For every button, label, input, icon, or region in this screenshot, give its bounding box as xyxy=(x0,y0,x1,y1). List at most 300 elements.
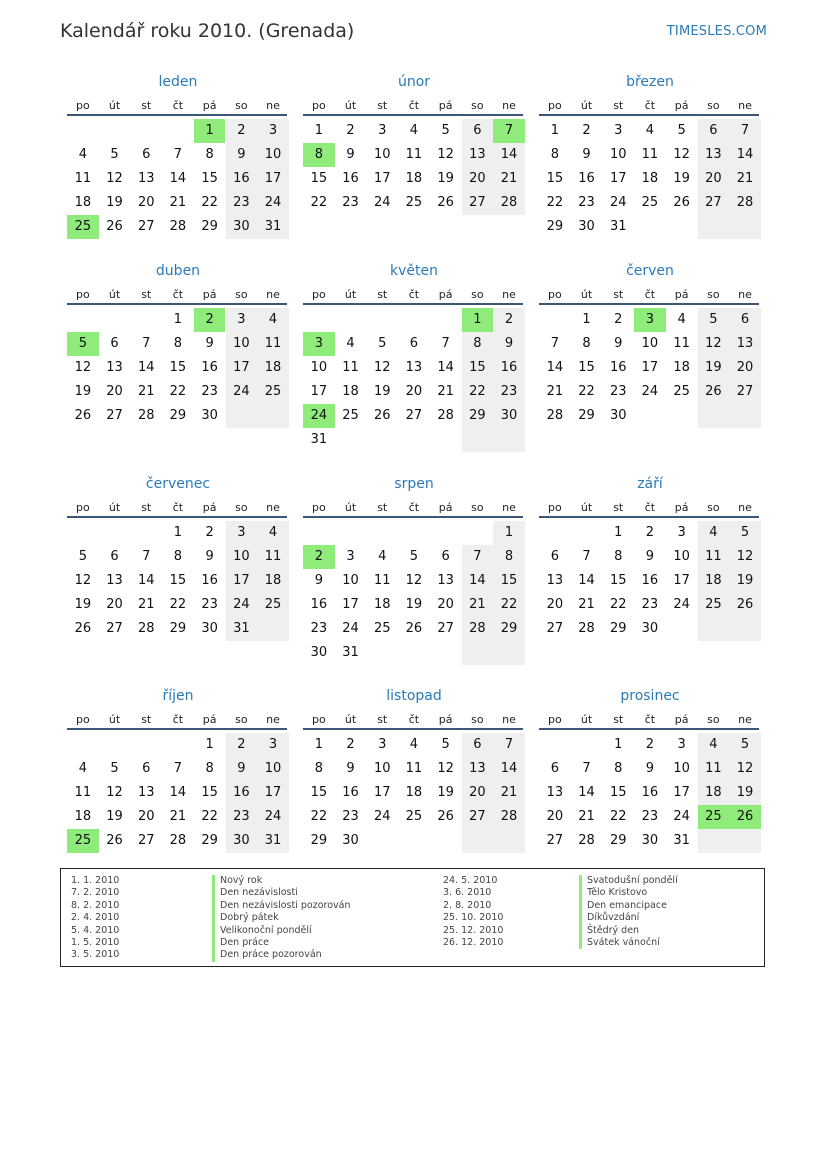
weekday-label: st xyxy=(141,713,152,726)
weekday-label: st xyxy=(141,501,152,514)
day-cell: 4 xyxy=(677,312,686,327)
day-cell: 22 xyxy=(546,195,564,210)
day-cell: 19 xyxy=(373,384,391,399)
day-cell: 5 xyxy=(698,308,730,332)
day-cell: 23 xyxy=(201,384,218,399)
day-cell: 22 xyxy=(609,597,627,612)
day-cell: 17 xyxy=(257,781,289,805)
day-cell: 22 xyxy=(578,384,595,399)
holiday-date: 24. 5. 2010 xyxy=(443,875,498,886)
day-cell: 21 xyxy=(437,384,454,399)
day-cell: 25 xyxy=(257,380,289,404)
weekday-label: pá xyxy=(438,288,453,301)
legend-names-left xyxy=(212,875,351,962)
weekday-label: pá xyxy=(438,99,453,112)
day-cell: 15 xyxy=(201,785,218,800)
weekday-label: so xyxy=(707,501,720,514)
day-cell: 17 xyxy=(609,171,627,186)
day-cell-holiday: 24 xyxy=(303,404,335,428)
day-cell: 26 xyxy=(74,621,92,636)
holiday-name: Den práce xyxy=(212,937,351,949)
weekday-label: út xyxy=(108,501,121,514)
day-cell: 16 xyxy=(641,573,659,588)
day-cell: 12 xyxy=(437,761,454,776)
day-cell: 30 xyxy=(578,219,595,234)
holiday-date: 3. 6. 2010 xyxy=(443,887,492,899)
day-cell: 19 xyxy=(437,171,454,186)
day-cell: 26 xyxy=(106,833,123,848)
day-cell: 28 xyxy=(137,621,155,636)
day-cell: 18 xyxy=(373,597,391,612)
day-cell: 31 xyxy=(257,829,289,853)
day-cell: 15 xyxy=(169,573,187,588)
day-cell: 21 xyxy=(493,167,525,191)
month-name: červen xyxy=(626,263,674,279)
holiday-name: Štědrý den xyxy=(579,925,678,937)
day-cell: 24 xyxy=(641,384,659,399)
day-cell: 24 xyxy=(673,597,690,612)
day-cell: 17 xyxy=(673,573,690,588)
site-name[interactable]: TIMESLES.COM xyxy=(666,24,767,39)
weekend-blank xyxy=(698,404,730,428)
day-cell: 16 xyxy=(201,573,218,588)
day-cell: 6 xyxy=(462,733,494,757)
weekday-label: st xyxy=(377,713,388,726)
holiday-name: Den práce pozorován xyxy=(212,949,351,961)
day-cell: 20 xyxy=(462,781,494,805)
day-cell: 24 xyxy=(673,809,690,824)
day-cell: 8 xyxy=(205,761,214,776)
day-cell: 21 xyxy=(462,593,494,617)
weekend-blank xyxy=(462,829,494,853)
day-cell: 10 xyxy=(673,549,690,564)
day-cell: 28 xyxy=(462,617,494,641)
day-cell: 20 xyxy=(405,384,423,399)
day-cell: 11 xyxy=(405,147,423,162)
day-cell: 28 xyxy=(169,219,187,234)
day-cell: 17 xyxy=(342,597,359,612)
holiday-name: Velikonoční pondělí xyxy=(212,925,351,937)
day-cell: 10 xyxy=(373,761,391,776)
day-cell: 12 xyxy=(729,545,761,569)
day-cell: 1 xyxy=(614,525,623,540)
day-cell: 3 xyxy=(614,123,623,138)
day-cell: 9 xyxy=(493,332,525,356)
holiday-date: 8. 2. 2010 xyxy=(71,899,120,911)
day-cell: 26 xyxy=(106,219,123,234)
weekday-label: po xyxy=(75,288,90,301)
weekday-label: so xyxy=(235,99,248,112)
day-cell: 2 xyxy=(226,733,258,757)
day-cell: 17 xyxy=(226,356,258,380)
weekday-label: st xyxy=(377,288,388,301)
day-cell: 5 xyxy=(78,549,87,564)
day-cell: 13 xyxy=(137,785,155,800)
weekday-label: so xyxy=(707,713,720,726)
day-cell-holiday: 25 xyxy=(67,829,99,853)
day-cell-holiday: 25 xyxy=(67,215,99,239)
day-cell: 14 xyxy=(729,143,761,167)
day-cell: 4 xyxy=(698,521,730,545)
day-cell: 18 xyxy=(641,171,659,186)
day-cell: 20 xyxy=(546,597,564,612)
day-cell: 26 xyxy=(698,380,730,404)
day-cell: 7 xyxy=(462,545,494,569)
day-cell: 21 xyxy=(578,809,595,824)
day-cell: 7 xyxy=(582,761,591,776)
day-cell: 12 xyxy=(373,360,391,375)
day-cell: 4 xyxy=(378,549,387,564)
holiday-date: 3. 5. 2010 xyxy=(71,949,120,961)
day-cell: 1 xyxy=(582,312,591,327)
weekday-label: po xyxy=(547,99,562,112)
day-cell: 30 xyxy=(609,408,627,423)
header-rule xyxy=(67,114,287,116)
day-cell: 3 xyxy=(677,737,686,752)
day-cell: 30 xyxy=(641,833,659,848)
page-title: Kalendář roku 2010. (Grenada) xyxy=(60,20,355,42)
day-cell: 4 xyxy=(698,733,730,757)
holiday-name: Dobrý pátek xyxy=(212,912,351,924)
header-rule xyxy=(539,114,759,116)
weekday-label: ne xyxy=(266,713,280,726)
day-cell: 15 xyxy=(546,171,564,186)
day-cell: 13 xyxy=(546,573,564,588)
day-cell: 20 xyxy=(106,597,123,612)
day-cell: 29 xyxy=(609,833,627,848)
weekday-label: st xyxy=(141,288,152,301)
day-cell: 6 xyxy=(462,119,494,143)
day-cell: 16 xyxy=(493,356,525,380)
day-cell: 10 xyxy=(609,147,627,162)
day-cell: 31 xyxy=(673,833,690,848)
weekday-label: út xyxy=(580,501,593,514)
day-cell: 18 xyxy=(698,569,730,593)
day-cell: 14 xyxy=(462,569,494,593)
day-cell-holiday: 8 xyxy=(303,143,335,167)
day-cell: 30 xyxy=(310,645,328,660)
day-cell: 8 xyxy=(314,761,323,776)
day-cell: 26 xyxy=(437,809,454,824)
weekday-label: so xyxy=(471,713,484,726)
day-cell: 14 xyxy=(546,360,564,375)
day-cell: 27 xyxy=(405,408,423,423)
header-rule xyxy=(539,516,759,518)
day-cell-holiday: 5 xyxy=(67,332,99,356)
day-cell: 2 xyxy=(645,737,655,752)
day-cell: 26 xyxy=(373,408,391,423)
day-cell: 11 xyxy=(698,757,730,781)
day-cell: 21 xyxy=(137,597,155,612)
day-cell: 27 xyxy=(546,621,564,636)
day-cell: 16 xyxy=(226,167,258,191)
day-cell: 23 xyxy=(641,597,659,612)
day-cell: 12 xyxy=(74,360,92,375)
weekday-label: st xyxy=(613,288,624,301)
day-cell: 12 xyxy=(437,147,454,162)
day-cell: 29 xyxy=(462,404,494,428)
weekend-blank xyxy=(729,829,761,853)
day-cell: 5 xyxy=(110,147,119,162)
weekday-label: út xyxy=(344,501,357,514)
weekend-blank xyxy=(462,428,494,452)
day-cell-holiday: 3 xyxy=(303,332,335,356)
day-cell: 15 xyxy=(609,785,627,800)
day-cell: 6 xyxy=(110,549,119,564)
weekday-label: čt xyxy=(172,713,184,726)
day-cell: 28 xyxy=(437,408,454,423)
day-cell: 7 xyxy=(550,336,559,351)
day-cell: 8 xyxy=(582,336,591,351)
day-cell: 2 xyxy=(493,308,525,332)
day-cell: 19 xyxy=(74,384,92,399)
weekday-label: po xyxy=(311,99,326,112)
day-cell: 12 xyxy=(729,757,761,781)
header-rule xyxy=(539,728,759,730)
weekday-label: ne xyxy=(502,713,516,726)
day-cell: 3 xyxy=(257,119,289,143)
day-cell: 9 xyxy=(645,761,655,776)
day-cell: 10 xyxy=(342,573,359,588)
day-cell: 4 xyxy=(78,761,87,776)
day-cell: 22 xyxy=(201,809,218,824)
weekday-label: st xyxy=(613,99,624,112)
day-cell: 18 xyxy=(405,171,423,186)
day-cell: 5 xyxy=(378,336,387,351)
day-cell: 8 xyxy=(614,761,623,776)
day-cell: 23 xyxy=(226,191,258,215)
day-cell: 7 xyxy=(493,733,525,757)
day-cell: 20 xyxy=(137,809,155,824)
day-cell-holiday: 1 xyxy=(194,119,226,143)
weekday-label: so xyxy=(471,288,484,301)
month-name: březen xyxy=(626,74,674,90)
header-rule xyxy=(303,728,523,730)
day-cell: 6 xyxy=(698,119,730,143)
day-cell: 27 xyxy=(546,833,564,848)
day-cell: 16 xyxy=(342,785,359,800)
day-cell: 29 xyxy=(546,219,564,234)
day-cell: 22 xyxy=(310,195,328,210)
day-cell: 12 xyxy=(106,785,123,800)
month-name: leden xyxy=(158,74,198,90)
day-cell: 29 xyxy=(493,617,525,641)
day-cell: 9 xyxy=(582,147,591,162)
day-cell: 16 xyxy=(578,171,595,186)
month-name: říjen xyxy=(162,688,194,704)
holiday-name: Díkůvzdání xyxy=(579,912,678,924)
day-cell: 10 xyxy=(673,761,690,776)
weekday-label: čt xyxy=(408,288,420,301)
day-cell: 8 xyxy=(493,545,525,569)
weekday-label: čt xyxy=(408,501,420,514)
day-cell: 17 xyxy=(373,785,391,800)
day-cell: 10 xyxy=(226,332,258,356)
day-cell: 13 xyxy=(462,143,494,167)
day-cell: 26 xyxy=(405,621,423,636)
weekend-blank xyxy=(698,215,730,239)
day-cell: 14 xyxy=(493,143,525,167)
day-cell: 16 xyxy=(609,360,627,375)
day-cell: 16 xyxy=(226,781,258,805)
day-cell: 4 xyxy=(78,147,87,162)
day-cell: 26 xyxy=(673,195,690,210)
day-cell: 15 xyxy=(310,171,328,186)
day-cell: 7 xyxy=(729,119,761,143)
holiday-name: Den emancipace xyxy=(579,900,678,912)
weekday-label: čt xyxy=(172,288,184,301)
day-cell: 9 xyxy=(645,549,655,564)
day-cell: 19 xyxy=(729,569,761,593)
day-cell: 27 xyxy=(106,621,123,636)
day-cell: 6 xyxy=(110,336,119,351)
day-cell: 19 xyxy=(729,781,761,805)
day-cell: 3 xyxy=(378,737,387,752)
day-cell: 28 xyxy=(546,408,564,423)
day-cell: 3 xyxy=(257,733,289,757)
day-cell: 13 xyxy=(698,143,730,167)
holiday-date: 1. 5. 2010 xyxy=(71,937,120,949)
weekday-label: út xyxy=(580,713,593,726)
day-cell: 15 xyxy=(310,785,328,800)
day-cell: 1 xyxy=(173,312,183,327)
day-cell: 24 xyxy=(257,191,289,215)
day-cell: 31 xyxy=(257,215,289,239)
weekday-label: čt xyxy=(408,99,420,112)
day-cell: 9 xyxy=(346,147,355,162)
day-cell: 21 xyxy=(729,167,761,191)
day-cell: 27 xyxy=(106,408,123,423)
weekday-label: po xyxy=(311,501,326,514)
weekend-blank xyxy=(698,829,730,853)
weekday-label: ne xyxy=(738,288,752,301)
day-cell: 6 xyxy=(142,147,151,162)
day-cell: 22 xyxy=(462,380,494,404)
day-cell: 7 xyxy=(441,336,450,351)
day-cell: 16 xyxy=(310,597,328,612)
day-cell: 2 xyxy=(645,525,655,540)
day-cell: 5 xyxy=(441,737,450,752)
day-cell-holiday: 2 xyxy=(303,545,335,569)
weekend-blank xyxy=(729,215,761,239)
day-cell: 1 xyxy=(173,525,183,540)
day-cell: 17 xyxy=(226,569,258,593)
day-cell: 20 xyxy=(106,384,123,399)
header-rule xyxy=(303,114,523,116)
day-cell: 14 xyxy=(137,573,155,588)
day-cell: 5 xyxy=(409,549,419,564)
day-cell: 21 xyxy=(169,809,187,824)
holiday-date: 25. 12. 2010 xyxy=(443,924,504,936)
day-cell: 11 xyxy=(74,171,92,186)
holiday-name: Svátek vánoční xyxy=(579,937,678,949)
holiday-date: 25. 10. 2010 xyxy=(443,912,504,924)
day-cell: 16 xyxy=(342,171,359,186)
day-cell: 10 xyxy=(641,336,659,351)
day-cell: 30 xyxy=(226,829,258,853)
weekday-label: po xyxy=(547,288,562,301)
day-cell: 18 xyxy=(74,809,92,824)
day-cell: 22 xyxy=(609,809,627,824)
day-cell: 3 xyxy=(226,521,258,545)
day-cell: 24 xyxy=(226,380,258,404)
day-cell-holiday: 3 xyxy=(634,308,666,332)
day-cell: 6 xyxy=(441,549,450,564)
day-cell: 25 xyxy=(405,195,423,210)
day-cell: 29 xyxy=(201,833,218,848)
day-cell: 8 xyxy=(205,147,214,162)
day-cell: 11 xyxy=(257,332,289,356)
header-rule xyxy=(539,303,759,305)
day-cell: 10 xyxy=(373,147,391,162)
day-cell: 13 xyxy=(462,757,494,781)
day-cell: 25 xyxy=(257,593,289,617)
day-cell: 5 xyxy=(677,123,686,138)
day-cell: 27 xyxy=(137,833,155,848)
day-cell: 28 xyxy=(578,833,595,848)
day-cell: 18 xyxy=(673,360,690,375)
weekday-label: so xyxy=(235,713,248,726)
day-cell: 3 xyxy=(378,123,387,138)
day-cell: 23 xyxy=(342,809,359,824)
day-cell: 25 xyxy=(342,408,359,423)
day-cell: 18 xyxy=(74,195,92,210)
day-cell: 28 xyxy=(729,191,761,215)
day-cell: 23 xyxy=(493,380,525,404)
day-cell: 3 xyxy=(346,549,355,564)
weekday-label: út xyxy=(108,99,121,112)
day-cell: 9 xyxy=(205,336,214,351)
day-cell: 21 xyxy=(169,195,187,210)
weekday-label: pá xyxy=(438,713,453,726)
holiday-name: Den nezávislosti pozorován xyxy=(212,900,351,912)
day-cell: 11 xyxy=(405,761,423,776)
day-cell: 23 xyxy=(609,384,627,399)
day-cell: 11 xyxy=(257,545,289,569)
day-cell: 31 xyxy=(226,617,258,641)
day-cell: 2 xyxy=(205,525,214,540)
day-cell: 19 xyxy=(405,597,423,612)
weekday-label: út xyxy=(580,288,593,301)
weekday-label: čt xyxy=(172,99,184,112)
day-cell: 5 xyxy=(729,521,761,545)
month-name: listopad xyxy=(386,688,442,704)
day-cell: 12 xyxy=(698,332,730,356)
day-cell: 7 xyxy=(142,336,151,351)
weekday-label: út xyxy=(344,713,357,726)
month-name: září xyxy=(637,476,663,492)
holiday-name: Nový rok xyxy=(212,875,351,887)
day-cell: 13 xyxy=(729,332,761,356)
weekend-blank xyxy=(462,641,494,665)
day-cell: 19 xyxy=(74,597,92,612)
weekend-blank xyxy=(493,829,525,853)
day-cell: 17 xyxy=(310,384,328,399)
weekend-blank xyxy=(698,617,730,641)
day-cell: 14 xyxy=(137,360,155,375)
day-cell: 23 xyxy=(641,809,659,824)
weekday-label: ne xyxy=(738,501,752,514)
day-cell: 19 xyxy=(698,356,730,380)
day-cell: 11 xyxy=(74,785,92,800)
weekday-label: čt xyxy=(644,99,656,112)
day-cell: 11 xyxy=(673,336,690,351)
day-cell: 13 xyxy=(546,785,564,800)
weekday-label: pá xyxy=(202,501,217,514)
legend-dates-left xyxy=(71,875,119,962)
day-cell: 10 xyxy=(226,545,258,569)
day-cell: 15 xyxy=(462,356,494,380)
